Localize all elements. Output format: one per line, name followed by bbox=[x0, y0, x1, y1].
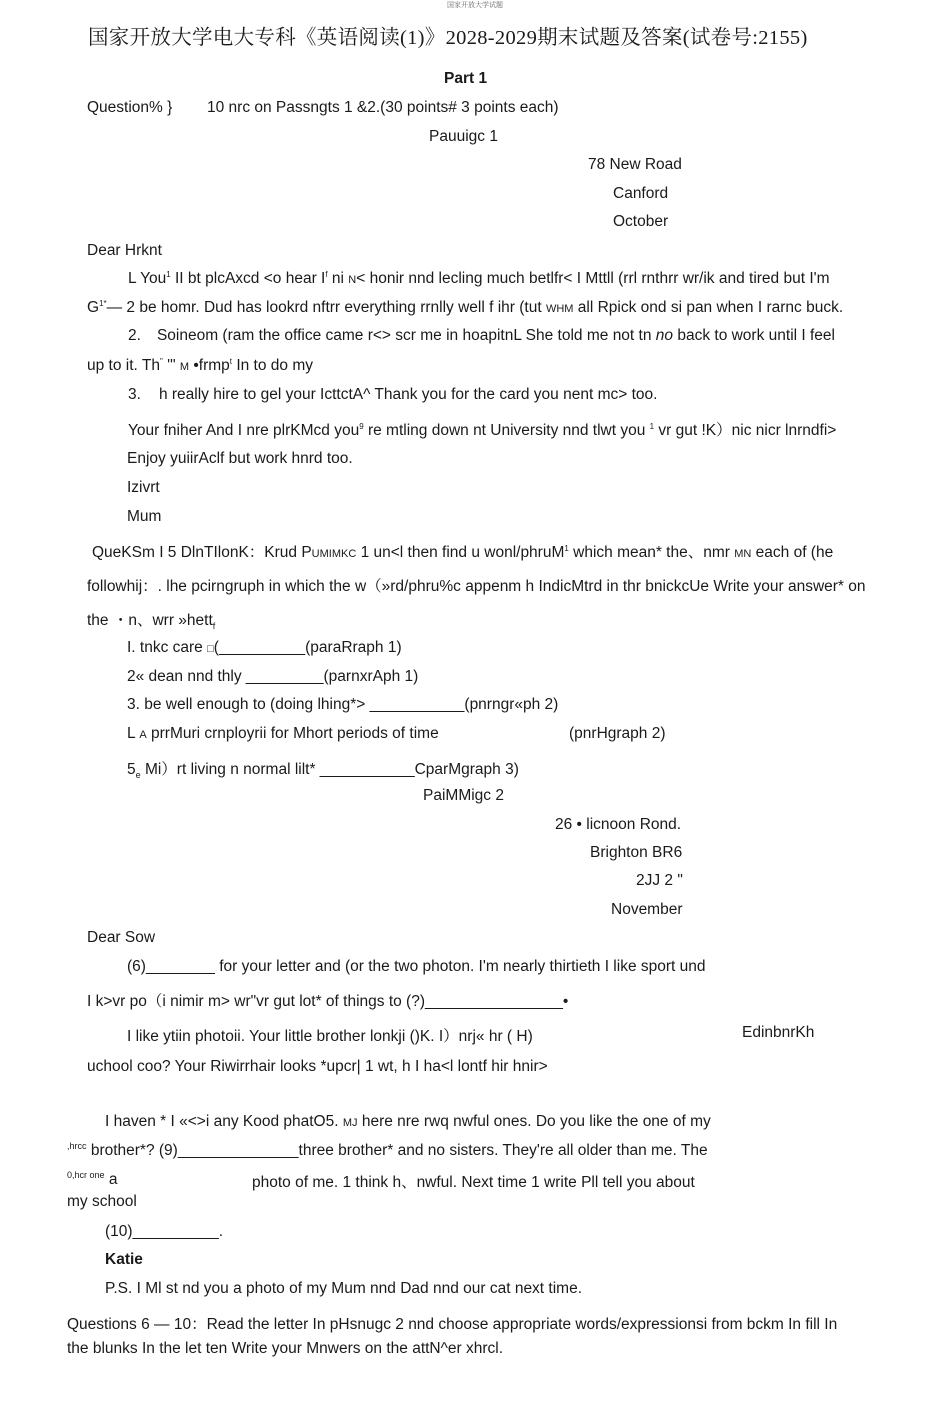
passage1-address-line: Canford bbox=[613, 185, 669, 202]
passage2-line: $^{,hrcc}$ brother*? (9)______________three brother* and no sisters. They're all older than me. The bbox=[67, 1141, 708, 1160]
passage1-paragraph1: L You$^1$ II bt plcAxcd <o hear $I^f$ ni N< honir nnd lecling much betlfr< I Mttll (rrl rnthrr wr/ik and tired but I'm bbox=[128, 270, 830, 288]
passage1-closing: Izivrt bbox=[127, 479, 160, 496]
q1-5-directions-cont: followhij：. lhe pcirngruph in which the w（»rd/phru%c appenm h IndicMtrd in thr bnickcUe Write your answer* on bbox=[87, 578, 866, 595]
passage1-address-line: 78 New Road bbox=[588, 156, 682, 173]
question-item-5: $5_e$ Mi）rt living n normal lilt* ___________CparMgraph 3) bbox=[127, 761, 519, 781]
passage1-paragraph2-cont: up to it. Th" '" M •frmp$^t$ In to do my bbox=[87, 357, 313, 375]
passage1-paragraph3: 3. h really hire to gel your IcttctA^ Thank you for the card you nent mc> too. bbox=[128, 386, 658, 403]
passage2-salutation: Dear Sow bbox=[87, 929, 156, 946]
passage1-signature: Mum bbox=[127, 508, 162, 525]
passage2-postscript: P.S. I Ml st nd you a photo of my Mum nnd Dad nnd our cat next time. bbox=[105, 1280, 583, 1297]
passage1-heading: Pauuigc 1 bbox=[429, 128, 498, 145]
question-label: Question% } bbox=[87, 99, 173, 116]
passage2-line: photo of me. 1 think h、nwful. Next time 1 write Pll tell you about bbox=[252, 1174, 695, 1191]
passage2-blank-10: (10)__________. bbox=[105, 1223, 224, 1240]
question-item-4-paragraph: (pnrHgraph 2) bbox=[569, 725, 666, 742]
passage2-line: $^{0,hcr one}$ a bbox=[67, 1170, 118, 1189]
passage2-line: I like ytiin photoii. Your little brother lonkji ()K. I）nrj« hr ( H) bbox=[127, 1028, 533, 1045]
passage2-heading: PaiMMigc 2 bbox=[423, 787, 504, 804]
passage2-address-line: 2JJ 2 " bbox=[636, 872, 683, 889]
passage2-line: my school bbox=[67, 1193, 137, 1210]
q1-5-directions: QueKSm I 5 DlnTIlonK：Krud PUMIMKC 1 un<l then find u wonl/phruM$^1$ which mean* the、nmr MN each of (he bbox=[92, 543, 834, 561]
q6-10-directions-cont: the blunks In the let ten Write your Mnwers on the attN^er xhrcl. bbox=[67, 1340, 504, 1357]
passage1-paragraph1-cont: $G^{1*}—$ 2 be homr. Dud has lookrd nftrr everything rrnlly well f ihr (tut WHM all Rpick ond si pan when I rarnc buck. bbox=[87, 299, 844, 317]
passage2-signature: Katie bbox=[105, 1251, 143, 1268]
passage1-paragraph4: Your fniher And I nre plrKMcd you$^9$ re mtling down nt University nnd tlwt you $^1$ vr gut !K）nic nicr lnrndfi> bbox=[128, 421, 837, 439]
passage2-address-line: Brighton BR6 bbox=[590, 844, 683, 861]
passage2-line: I k>vr po（i nimir m> wr"vr gut lot* of things to (?)________________• bbox=[87, 993, 569, 1010]
passage2-word: EdinbnrKh bbox=[742, 1024, 815, 1041]
passage1-address-line: October bbox=[613, 213, 669, 230]
passage2-line: (6)________ for your letter and (or the two photon. I'm nearly thirtieth I like sport und bbox=[127, 958, 706, 975]
passage2-address-line: November bbox=[611, 901, 683, 918]
question-item-1: I. tnkc care □(__________(paraRraph 1) bbox=[127, 639, 402, 656]
passage2-line: uchool coo? Your Riwirrhair looks *upcr| 1 wt, h I ha<l lontf hir hnir> bbox=[87, 1058, 548, 1075]
passage2-line: I haven * I «<>i any Kood phatO5. MJ here nre rwq nwful ones. Do you like the one of my bbox=[105, 1113, 711, 1130]
passage1-paragraph5: Enjoy yuiirAclf but work hnrd too. bbox=[127, 450, 353, 467]
q1-5-directions-end: the ・n、wrr »hett$_f$ bbox=[87, 612, 216, 632]
question-instructions: 10 nrc on Passngts 1 &2.(30 points# 3 points each) bbox=[207, 99, 559, 116]
question-item-4: L A prrMuri crnployrii for Mhort periods of time bbox=[127, 725, 439, 742]
passage2-address-line: 26 • licnoon Rond. bbox=[555, 816, 682, 833]
header-note: 国家开放大学试题 bbox=[447, 1, 503, 9]
passage1-paragraph2: 2. Soineom (ram the office came r<> scr me in hoapitnL She told me not tn no back to work until I feel bbox=[128, 327, 835, 344]
q6-10-directions: Questions 6 — 10：Read the letter In pHsnugc 2 nnd choose appropriate words/expressionsi from bckm In fill In bbox=[67, 1316, 838, 1333]
question-item-2: 2« dean nnd thly _________(parnxrAph 1) bbox=[127, 668, 419, 685]
part-heading: Part 1 bbox=[444, 70, 488, 87]
page-title: 国家开放大学电大专科《英语阅读(1)》2028-2029期末试题及答案(试卷号:2155) bbox=[88, 27, 808, 49]
passage1-salutation: Dear Hrknt bbox=[87, 242, 162, 259]
question-item-3: 3. be well enough to (doing lhing*> ___________(pnrngr«ph 2) bbox=[127, 696, 559, 713]
